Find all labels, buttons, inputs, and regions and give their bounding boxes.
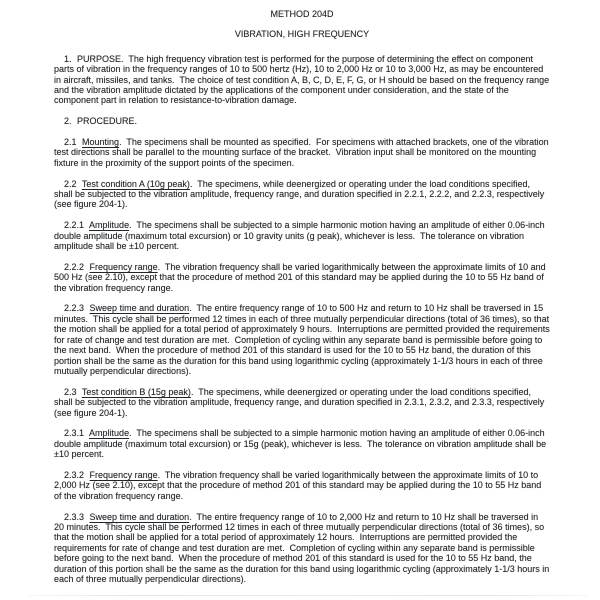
section-2-2-test-condition-a [54,179,550,210]
section-number: 2.2.3 [64,303,85,314]
section-heading: Sweep time and duration [89,511,190,522]
section-heading: Test condition A (10g peak) [81,178,190,189]
section-heading: Amplitude [89,428,130,439]
section-number: 2.1 [64,137,77,148]
section-body: . The specimens shall be mounted as specified. For specimens with attached brackets, one of the vibration test directions shall be parallel to the mounting surface of the bracket. Vibration input shall be monitored on the mounting fixture in the proximity of the support points of the specimen. [54,137,552,168]
section-2-3-3-sweep-time-duration [54,512,550,585]
section-2-3-test-condition-b [54,387,550,418]
section-body: . The entire frequency range of 10 to 500 Hz and return to 10 Hz shall be traversed in 15 minutes. This cycle shall be performed 12 times in each of three mutually perpendicular directions (total of 36 times), so that the motion shall be applied for a total period of approximately 9 hours. Interruptions are permitted provided the requirements for rate of change and test duration are met. Completion of cycling within any separate band is permissible before going to the next band. When the procedure of method 201 of this standard is used for the 10 to 55 Hz band, the duration of this portion shall be the same as the duration for this band using logarithmic cycling (approximately 1-1/3 hours in each of three mutually perpendicular directions). [54,303,553,376]
section-heading: Frequency range [89,469,158,480]
section-number: 2.2.1 [64,220,85,231]
section-purpose [54,54,550,106]
section-heading: Test condition B (15g peak) [81,386,191,397]
section-2-3-1-amplitude [54,428,550,459]
section-number: 2.3.1 [64,428,85,439]
section-2-3-2-frequency-range [54,470,550,501]
section-body: . The specimens shall be subjected to a simple harmonic motion having an amplitude of either 0.06-inch double amplitude (maximum total excursion) or 15g (peak), whichever is less. The tolerance on vibration amplitude shall be ±10 percent. [54,428,549,460]
section-body: The high frequency vibration test is performed for the purpose of determining the effect on component parts of vibration in the frequency ranges of 10 to 500 hertz (Hz), 10 to 2,000 Hz or 10 to 3,000 Hz, as may be encountered in aircraft, missiles, and tanks. The choice of test condition A, B, C, D, E, F, G, or H should be based on the frequency range and the vibration amplitude dictated by the applications of the component under consideration, and the state of the component part in relation to resistance-to-vibration damage. [54,53,552,106]
section-body: . The specimens, while deenergized or operating under the load conditions specified, shall be subjected to the vibration amplitude, frequency range, and duration specified in 2.2.1, 2.2.2, and 2.2.3, respectively (see figure 204-1). [54,178,547,210]
scan-artifact-line [28,595,588,597]
section-body: . The vibration frequency shall be varied logarithmically between the approximate limits of 10 and 500 Hz (see 2.10), except that the procedure of method 201 of this standard may be applied during the 10 to 55 Hz band of the vibration frequency range. [54,261,549,293]
section-number: 2.2.2 [64,261,85,272]
section-body: . The entire frequency range of 10 to 2,000 Hz and return to 10 Hz shall be traversed in 20 minutes. This cycle shall be performed 12 times in each of three mutually perpendicular directions (total of 36 times), so that the motion shall be applied for a total period of approximately 12 hours. Interruptions are permitted provided the requirements for rate of change and test duration are met. Completion of cycling within any separate band is permissible before going to the next band. When the procedure of method 201 of this standard is used for the 10 to 55 Hz band, the duration of this portion shall be the same as the duration for this band using logarithmic cycling (approximately 1-1/3 hours in each of three mutually perpendicular directions). [54,511,552,584]
section-body: . The specimens shall be subjected to a simple harmonic motion having an amplitude of either 0.06-inch double amplitude (maximum total excursion) or 10 gravity units (g peak), whichever is less. The tolerance on vibration amplitude shall be ±10 percent. [54,220,548,252]
section-heading: PROCEDURE. [77,116,138,127]
section-heading: PURPOSE. [77,53,124,64]
section-procedure [54,116,550,126]
section-heading: Sweep time and duration [89,303,190,314]
section-body: . The specimens, while deenergized or operating under the load conditions specified, shall be subjected to the vibration amplitude, frequency range, and duration specified in 2.3.1, 2.3.2, and 2.3.3, respectively (see figure 204-1). [54,386,547,418]
section-number: 2.3.3 [64,511,85,522]
section-number: 2.2 [64,178,77,189]
method-number-title: METHOD 204D [270,9,334,19]
section-heading: Mounting [82,137,120,148]
section-number: 1. [64,53,72,64]
section-number: 2.3 [64,386,77,397]
section-heading: Amplitude [89,220,130,231]
section-number: 2.3.2 [64,469,85,480]
section-number: 2. [64,116,72,127]
document-title: VIBRATION, HIGH FREQUENCY [234,29,370,40]
section-2-2-2-frequency-range [54,262,550,293]
section-2-1-mounting [54,137,550,168]
section-heading: Frequency range [89,261,158,272]
section-body: . The vibration frequency shall be varied logarithmically between the approximate limits of 10 to 2,000 Hz (see 2.10), except that the procedure of method 201 of this standard may be applied during the 10 to 55 Hz band of the vibration frequency range. [54,469,544,501]
section-2-2-1-amplitude [54,220,550,251]
section-2-2-3-sweep-time-duration [54,303,553,376]
